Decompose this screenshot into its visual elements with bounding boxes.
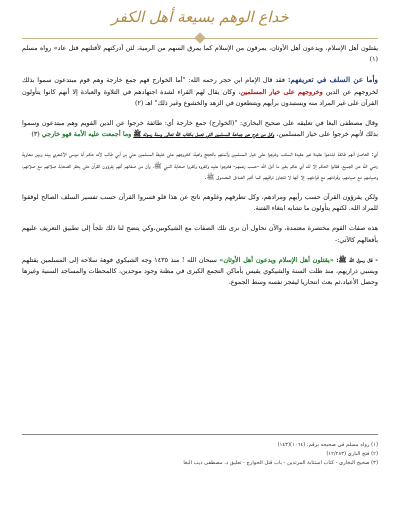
paragraph-text: ولكن يقرؤون القرآن حسب رأيهم ومرادهم، وكل تطرفهم وغلوهم ناتج عن هذا فلو فسروا القرآن حسب تفسير السلف الصالح لوفقوا للمراد الله. لكنهم يتأولون ما تشابه ابتغاء الفتنة. [22, 193, 378, 213]
list-bullet-text: - قال رسول الله ﷺ: [336, 255, 378, 264]
hadith-quote: «يقتلون أهل الإسلام ويدعون أهل الأوثان» [219, 255, 334, 264]
paragraph-transition [22, 223, 378, 245]
paragraph-application [22, 255, 378, 289]
paragraph-summary [22, 149, 378, 183]
header-title: خداع الوهم بسيعة أهل الكفر [111, 8, 289, 26]
footnote-item: (٢) فتح الباري (١٢/٢٨٣) [326, 451, 378, 457]
footnotes-section [22, 434, 378, 468]
section-heading: وأما عن السلف في تعريفهم: [287, 75, 378, 85]
highlight-underlined: وكل من خرج عن جماعة المسلمين التي تعمل بكتاب الله تعالى وسنة رسوله ﷺ [133, 130, 275, 139]
paragraph-text: هذه صفات القوم مختصرة معتمدة، والآن نحاول أن نرى تلك الصفات مع الشيكوبين،وكي يتضح لنا ذلك تلجأ إلى تطبيق التعريف عليهم بأفعالهم كالآتي:- [22, 224, 378, 244]
footnote-item: (٣) صحيح البخاري - كتاب استتابة المرتدين - باب قتل الخوارج - تعليق د. مصطفى ديب البغا [183, 460, 378, 466]
footnote-ref: (٢) [134, 98, 144, 107]
paragraph-hadith-intro [22, 43, 378, 65]
footnote-ref: (١) [369, 55, 378, 64]
paragraph-text: وقال مصطفى البغا في تعليقه على صحيح البخاري: "(الخوارج) جمع خارجة أي: طائفة خرجوا عن الدين القويم وهم مبتدعون وسموا بذلك لأنهم خرجوا على خيار المسلمين، [22, 119, 378, 139]
paragraph-text: أي: الحاصل أنهم طائفة ابتدعوا عقيدة غير عقيدة السلف، وخرجوا على خيار المسلمين وأئمتهم بالحجج واهية، كخروجهم على خليفة المسلمين علي بن أبي طالب لأنه حكم أبا موسى الأشعري بينه وبين معاوية رضي الله عن الجميع، فقالوا الحكم إلا لله أي حكم بغير ما أنزل الله -حسب زعمهم- فخرجوا عليه وكفروه وكفروا صحابة النبي ﷺ، وأن من صفاتهم أنهم يقرؤون القرآن حتى يحقر الصحابة صلاتهم مع صلاتهم، وصيامهم مع صيامهم، وقراءتهم مع قراءتهم، إلا أنها لا تتجاوز تراقيهم كما أخبر الصادق المصدوق ﷺ. [22, 150, 378, 181]
paragraph-salaf-definition [22, 74, 378, 109]
paragraph-interpretation [22, 192, 378, 214]
paragraph-text: ، وكان يقال لهم القراء لشدة اجتهادهم في التلاوة والعبادة إلا أنهم كانوا يتأولون القرآن على غير المراد منه ويستبدون برأيهم ويتنطعون في الزهد والخشوع وغير ذلك" اهـ [22, 87, 378, 107]
paragraph-bugha-comment [22, 118, 378, 140]
paragraph-text: سبحان الله ! منذ ١٤٣٥ وجه الشيكوي فوهة سلاحه إلى المسلمين يقتلهم ويسبي ذراريهم، منذ ظلت السنة والشيكوي يقيس بأماكن التجمع الكبرى في مظنة وجود موحدين، كالمحطات والمساجد السنية وغيرها وحصل الأعياد،ثم بعث انتحاريا ليفجر نفسه وسط الجموع. [22, 255, 378, 287]
paragraph-text: يقتلون أهل الإسلام، ويدعون أهل الأوثان، يمرقون من الإسلام كما يمرق السهم من الرمية، لئن أدركتهم لأقتلنهم قتل عاد» رواه مسلم [22, 44, 378, 52]
footnote-item: (١) رواه مسلم في صحيحه برقم: (١٠٦٤)(١٤٣) [277, 442, 378, 448]
page-header [22, 4, 378, 39]
header-ornament [194, 32, 205, 43]
footnote-ref: (٣) [31, 130, 40, 139]
highlight-green: وما أجمعت عليه الأمة فهو خارجي [41, 130, 132, 139]
paragraph-text: فقد قال الإمام ابن حجر رحمه الله: "أما الخوارج فهم جمع خارجة وهم قوم مبتدعون سموا بذلك لخروجهم عن الدين [22, 76, 378, 96]
highlight-red: وخروجهم على خيار المسلمين [240, 87, 323, 96]
